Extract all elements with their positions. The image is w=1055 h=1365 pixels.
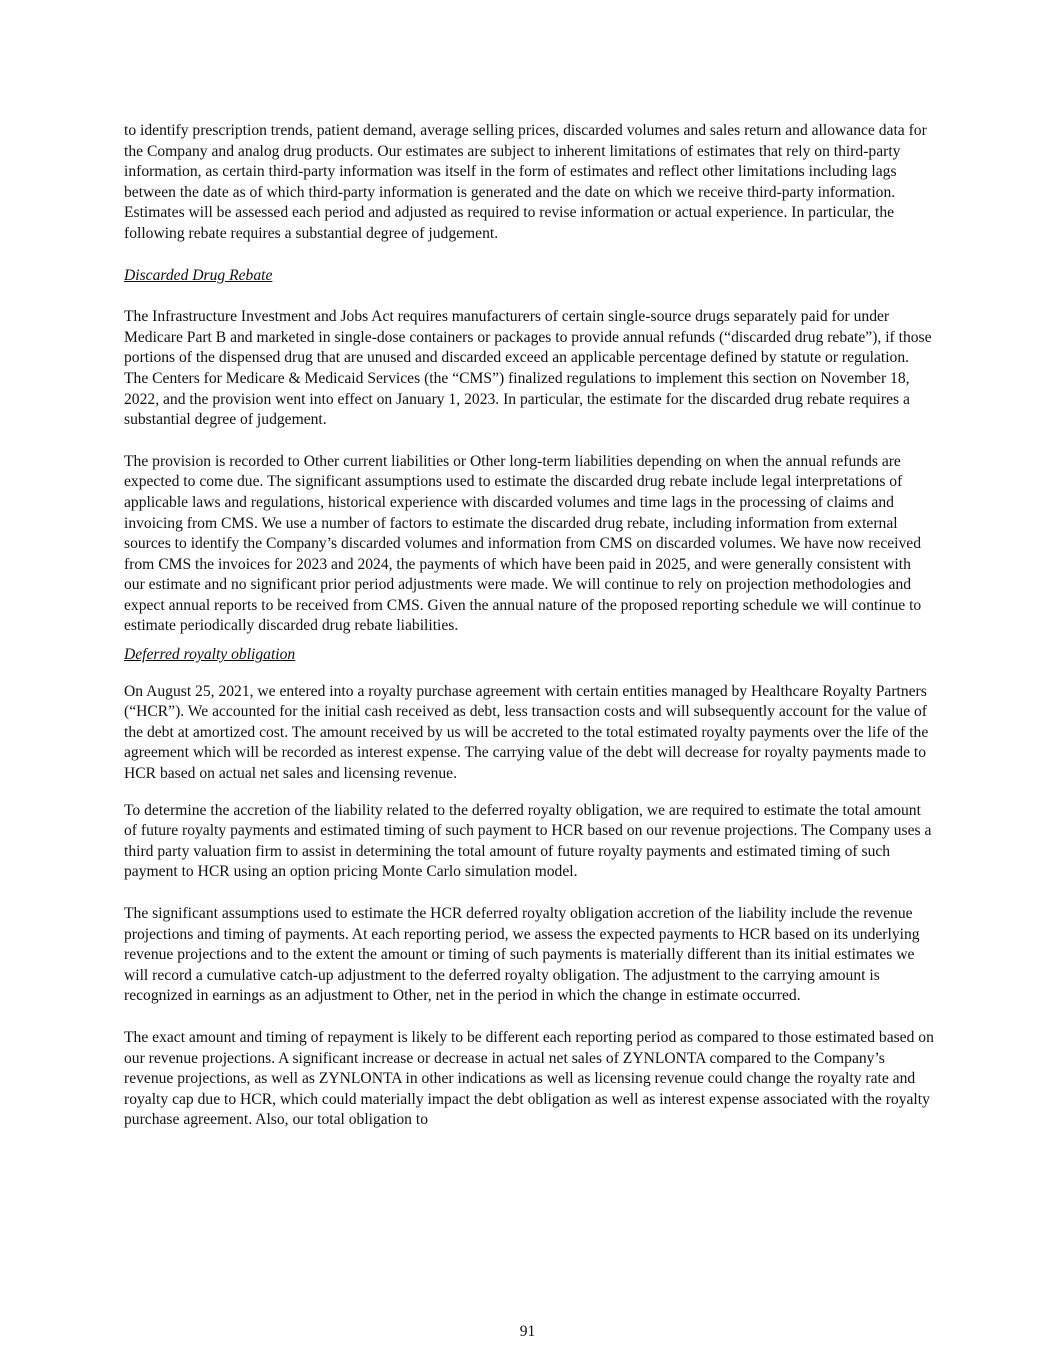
document-body [124, 121, 934, 1131]
heading-discarded-drug-rebate: Discarded Drug Rebate [124, 266, 273, 284]
paragraph-provision: The provision is recorded to Other current liabilities or Other long-term liabilities depending on when the annual refunds are expected to come due. The significant assumptions used to estimate the discarded drug rebate include legal interpretations of applicable laws and regulations, historical experience with discarded volumes and time lags in the processing of claims and invoicing from CMS. We use a number of factors to estimate the discarded drug rebate, including information from external sources to identify the Company’s discarded volumes and information from CMS on discarded volumes. We have now received from CMS the invoices for 2023 and 2024, the payments of which have been paid in 2025, and were generally consistent with our estimate and no significant prior period adjustments were made. We will continue to rely on projection methodologies and expect annual reports to be received from CMS. Given the annual nature of the proposed reporting schedule we will continue to estimate periodically discarded drug rebate liabilities. [124, 452, 922, 635]
paragraph-significant-assumptions: The significant assumptions used to estimate the HCR deferred royalty obligation accretion of the liability include the revenue projections and timing of payments. At each reporting period, we assess the expected payments to HCR based on its underlying revenue projections and to the extent the amount or timing of such payments is materially different than its initial estimates we will record a cumulative catch-up adjustment to the deferred royalty obligation. The adjustment to the carrying amount is recognized in earnings as an adjustment to Other, net in the period in which the change in estimate occurred. [124, 905, 920, 1005]
paragraph-infrastructure-act: The Infrastructure Investment and Jobs Act requires manufacturers of certain single-source drugs separately paid for under Medicare Part B and marketed in single-dose containers or packages to provide annual refunds (“discarded drug rebate”), if those portions of the dispensed drug that are unused and discarded exceed an applicable percentage defined by statute or regulation. The Centers for Medicare & Medicaid Services (the “CMS”) finalized regulations to implement this section on November 18, 2022, and the provision went into effect on January 1, 2023. In particular, the estimate for the discarded drug rebate requires a substantial degree of judgement. [124, 308, 932, 429]
heading-deferred-royalty-obligation: Deferred royalty obligation [124, 646, 296, 664]
paragraph-accretion: To determine the accretion of the liability related to the deferred royalty obligation, we are required to estimate the total amount of future royalty payments and estimated timing of such payment to HCR based on our revenue projections. The Company uses a third party valuation firm to assist in determining the total amount of future royalty payments and estimated timing of such payment to HCR using an option pricing Monte Carlo simulation model. [124, 801, 932, 881]
paragraph-royalty-agreement: On August 25, 2021, we entered into a royalty purchase agreement with certain entities managed by Healthcare Royalty Partners (“HCR”). We accounted for the initial cash received as debt, less transaction costs and will subsequently account for the value of the debt at amortized cost. The amount received by us will be accreted to the total estimated royalty payments over the life of the agreement which will be recorded as interest expense. The carrying value of the debt will decrease for royalty payments made to HCR based on actual net sales and licensing revenue. [124, 682, 929, 783]
page-number: 91 [519, 1323, 536, 1340]
paragraph-estimates-intro: to identify prescription trends, patient demand, average selling prices, discarded volumes and sales return and allowance data for the Company and analog drug products. Our estimates are subject to inherent limitations of estimates that rely on third-party information, as certain third-party information was itself in the form of estimates and reflect other limitations including lags between the date as of which third-party information is generated and the date on which we receive third-party information. Estimates will be assessed each period and adjusted as required to revise information or actual experience. In particular, the following rebate requires a substantial degree of judgement. [124, 122, 927, 242]
paragraph-repayment: The exact amount and timing of repayment is likely to be different each reporting period as compared to those estimated based on our revenue projections. A significant increase or decrease in actual net sales of ZYNLONTA compared to the Company’s revenue projections, as well as ZYNLONTA in other indications as well as licensing revenue could change the royalty rate and royalty cap due to HCR, which could materially impact the debt obligation as well as interest expense associated with the royalty purchase agreement. Also, our total obligation to [124, 1028, 934, 1129]
